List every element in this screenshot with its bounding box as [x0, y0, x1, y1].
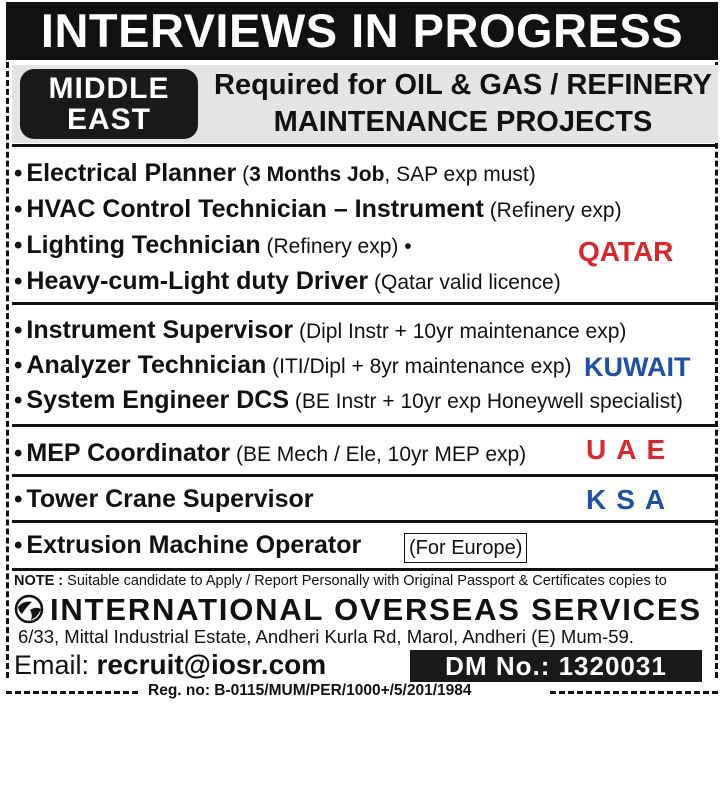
- job-title: Extrusion Machine Operator: [26, 531, 362, 559]
- separator: [12, 302, 718, 305]
- requirement-text: [208, 67, 718, 141]
- job-row: [14, 438, 526, 470]
- job-detail: (Dipl Instr + 10yr maintenance exp): [293, 320, 627, 343]
- email-line: [14, 649, 326, 683]
- job-title: Electrical Planner: [26, 159, 237, 187]
- separator: [12, 520, 718, 523]
- company-name: [14, 592, 702, 628]
- job-detail: (Qatar valid licence): [368, 271, 561, 294]
- job-detail: (ITI/Dipl + 8yr maintenance exp): [266, 355, 572, 378]
- job-title: MEP Coordinator: [26, 439, 231, 467]
- headline: INTERVIEWS IN PROGRESS: [6, 2, 718, 60]
- left-dashed-border: [6, 62, 9, 678]
- job-detail: (BE Mech / Ele, 10yr MEP exp): [230, 443, 527, 466]
- subheader: [12, 65, 718, 143]
- job-row: [14, 266, 561, 298]
- job-title: Lighting Technician: [26, 231, 261, 259]
- requirement-line-1: Required for OIL & GAS / REFINERY: [214, 69, 712, 101]
- job-detail: , SAP exp must): [384, 163, 536, 186]
- region-line-1: MIDDLE: [48, 72, 170, 105]
- globe-logo-icon: [14, 594, 44, 624]
- bullet: •: [14, 352, 23, 379]
- country-ksa: KSA: [586, 484, 676, 515]
- address: 6/33, Mittal Industrial Estate, Andheri Kurla Rd, Marol, Andheri (E) Mum-59.: [18, 626, 634, 647]
- job-title: System Engineer DCS: [26, 386, 289, 414]
- separator: [12, 424, 718, 427]
- bullet: •: [14, 160, 23, 187]
- job-row: [14, 385, 683, 417]
- job-row: [14, 350, 572, 382]
- bullet: •: [14, 486, 23, 513]
- job-row: [14, 230, 412, 262]
- job-row: [14, 530, 361, 562]
- job-detail: (Refinery exp) •: [260, 235, 412, 258]
- job-title: Analyzer Technician: [26, 351, 267, 379]
- registration: [6, 682, 718, 702]
- registration-number: Reg. no: B-0115/MUM/PER/1000+/5/201/1984: [148, 682, 472, 699]
- bullet: •: [14, 317, 23, 344]
- email-label: Email:: [14, 650, 97, 680]
- note-text: Suitable candidate to Apply / Report Personally with Original Passport & Certificates copies to: [63, 573, 667, 589]
- right-dashed-border: [715, 62, 718, 678]
- job-title: HVAC Control Technician – Instrument: [26, 195, 484, 223]
- job-detail: (BE Instr + 10yr exp Honeywell specialist): [289, 390, 683, 413]
- europe-tag: (For Europe): [404, 533, 527, 563]
- note-label: NOTE :: [14, 573, 64, 589]
- job-title: Heavy-cum-Light duty Driver: [26, 267, 369, 295]
- bullet: •: [14, 196, 23, 223]
- country-qatar: QATAR: [578, 236, 674, 267]
- separator: [12, 474, 718, 477]
- email-address[interactable]: recruit@iosr.com: [96, 649, 327, 680]
- dashed-line: [550, 691, 718, 694]
- job-row: [14, 484, 314, 516]
- job-title: Tower Crane Supervisor: [26, 485, 314, 513]
- job-advertisement: [6, 2, 718, 699]
- bullet: •: [14, 268, 23, 295]
- job-title: Instrument Supervisor: [26, 316, 294, 344]
- requirement-line-2: MAINTENANCE PROJECTS: [273, 106, 653, 138]
- country-kuwait: KUWAIT: [584, 352, 691, 382]
- bullet: •: [14, 440, 23, 467]
- bullet: •: [14, 387, 23, 414]
- region-line-2: EAST: [66, 103, 151, 136]
- dashed-line: [6, 691, 138, 694]
- job-row: [14, 194, 622, 226]
- separator: [12, 144, 718, 147]
- region-badge: [20, 69, 198, 139]
- country-uae: UAE: [586, 434, 676, 465]
- bullet: •: [14, 532, 23, 559]
- job-detail: (Refinery exp): [483, 199, 622, 222]
- separator: [12, 568, 718, 571]
- bullet: •: [14, 232, 23, 259]
- job-row: • Electrical Planner (3 Months Job, SAP exp must): [14, 159, 536, 187]
- dm-number: DM No.: 1320031: [410, 650, 702, 682]
- note: [14, 573, 667, 589]
- company-text: INTERNATIONAL OVERSEAS SERVICES: [50, 592, 702, 627]
- job-row: [14, 315, 626, 347]
